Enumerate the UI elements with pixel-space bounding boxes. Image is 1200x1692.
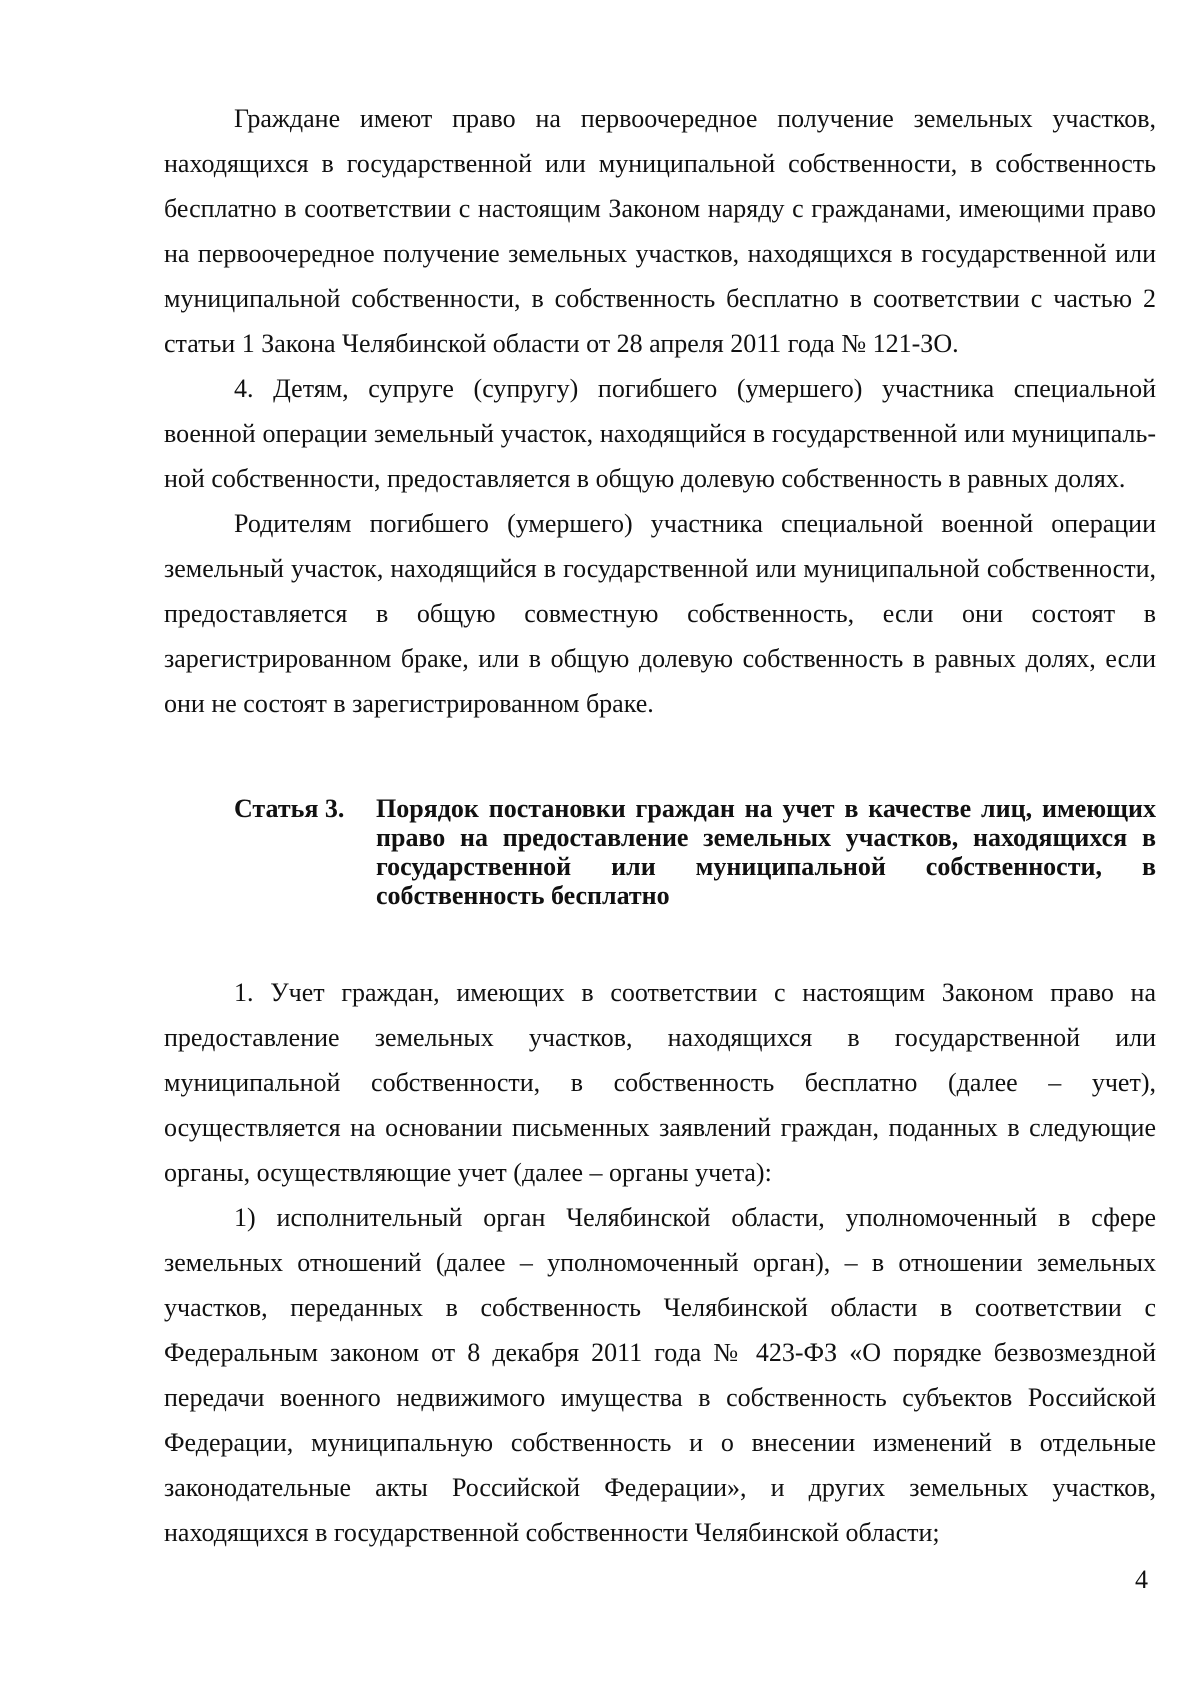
page-number: 4: [1135, 1565, 1148, 1594]
paragraph-parents: Родителям погибшего (умершего) участника специальной военной операции земельный участок, находящийся в государственной или муниципальной собственности, предоставляется в общую совместную собственность, если они состоят в зарегистрированном браке, или в общую долевую собственность в равных долях, если они не состоят в зарегистрированном браке.: [164, 509, 1156, 718]
article-heading: [164, 794, 1156, 910]
article-title: Порядок постановки граждан на учет в качестве лиц, имеющих право на предоставление земельных участков, находящихся в государственной или муниципальной собственности, в собственность бесплатно: [376, 794, 1156, 910]
article-number: Статья 3.: [234, 794, 345, 823]
paragraph-item-1: 1. Учет граждан, имеющих в соответствии с настоящим Законом право на предоставление земельных участков, находящихся в государственной или муниципальной собственности, в собственность бесплатно (далее – учет), осуществляется на основании письменных заявлений граждан, поданных в следующие органы, осуществляющие учет (далее – органы учета):: [164, 978, 1156, 1187]
paragraph-subitem-1: 1) исполнительный орган Челябинской области, уполномоченный в сфере земельных отношений (далее – уполномоченный орган), – в отношении земельных участков, переданных в собственность Челябинской области в соответствии с Федеральным законом от 8 декабря 2011 года № 423-ФЗ «О порядке безвозмездной передачи военного недвижимого имущества в собственность субъектов Российской Федерации, муниципальную собственность и о внесении изменений в отдельные законодательные акты Российской Федерации», и других земельных участков, находящихся в государственной собственности Челябинской области;: [164, 1203, 1156, 1547]
paragraph-priority-rights: Граждане имеют право на первоочередное получение земельных участков, находящихся в государственной или муниципальной собственности, в собственность бесплатно в соответствии с настоящим Законом наряду с гражданами, имеющими право на первоочередное получение земельных участков, находящихся в государственной или муниципальной собственности, в собственность бесплатно в соответствии с частью 2 статьи 1 Закона Челябинской области от 28 апреля 2011 года № 121-ЗО.: [164, 104, 1156, 358]
paragraph-item-4: 4. Детям, супруге (супругу) погибшего (умершего) участника специальной военной операции земельный участок, находящийся в государственной или муниципальной собственности, предоставляется в общую долевую собственность в равных долях.: [164, 374, 1156, 493]
document-page: [164, 96, 1156, 1555]
